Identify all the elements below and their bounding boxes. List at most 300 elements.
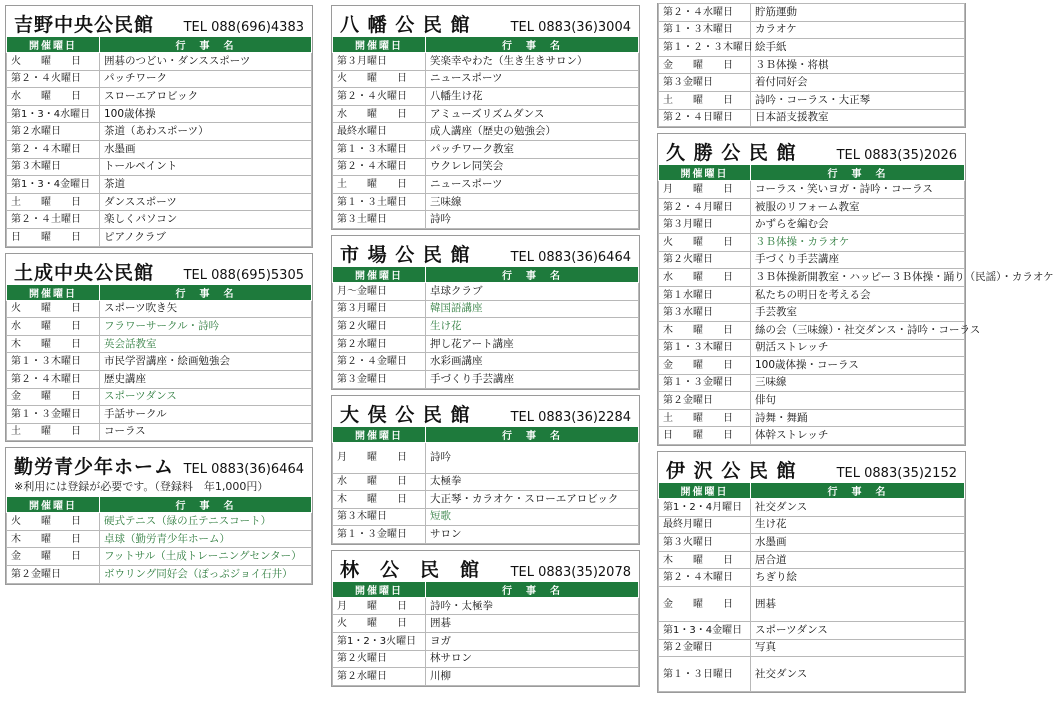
- event-cell: ニュースポーツ: [426, 70, 639, 88]
- event-cell: 私たちの明日を考える会: [751, 286, 965, 304]
- table-row: [7, 318, 312, 336]
- event-cell: ３Ｂ体操新開教室・ハッピー３Ｂ体操・踊り（民謡）・カラオケ: [751, 269, 965, 287]
- day-cell: 第２水曜日: [7, 123, 100, 141]
- table-row: [659, 569, 965, 587]
- event-cell: 俳句: [751, 392, 965, 410]
- event-cell: フラワーサークル・詩吟: [100, 318, 312, 336]
- table-row: [7, 53, 312, 71]
- event-cell: 100歳体操・コーラス: [751, 357, 965, 375]
- facility-header: [332, 551, 639, 581]
- event-cell: スポーツダンス: [100, 388, 312, 406]
- event-cell: 貯筋運動: [751, 4, 965, 22]
- event-cell: スポーツダンス: [751, 622, 965, 640]
- event-cell: 川柳: [426, 668, 639, 686]
- day-cell: 土 曜 日: [659, 409, 751, 427]
- event-cell: ダンススポーツ: [100, 193, 312, 211]
- event-cell: 社交ダンス: [751, 657, 965, 692]
- day-cell: 火 曜 日: [7, 300, 100, 318]
- table-header-row: [7, 284, 312, 300]
- day-cell: 火 曜 日: [7, 513, 100, 531]
- column-right: [657, 0, 1054, 693]
- header-day: 開催曜日: [333, 426, 426, 442]
- day-cell: 水 曜 日: [7, 88, 100, 106]
- table-row: [333, 615, 639, 633]
- event-cell: 手話サークル: [100, 406, 312, 424]
- day-cell: 第２火曜日: [333, 318, 426, 336]
- day-cell: 第２水曜日: [333, 335, 426, 353]
- table-row: [7, 211, 312, 229]
- table-row: [333, 668, 639, 686]
- table-header-row: [659, 165, 965, 181]
- event-cell: 囲碁: [426, 615, 639, 633]
- table-row: [7, 353, 312, 371]
- header-day: 開催曜日: [333, 37, 426, 53]
- event-cell: かずらを編む会: [751, 216, 965, 234]
- day-cell: 火 曜 日: [659, 233, 751, 251]
- event-cell: 詩吟: [426, 211, 639, 229]
- event-cell: パッチワーク教室: [426, 140, 639, 158]
- day-cell: 第１・３金曜日: [7, 406, 100, 424]
- table-row: [659, 216, 965, 234]
- event-cell: 手づくり手芸講座: [751, 251, 965, 269]
- event-cell: 100歳体操: [100, 105, 312, 123]
- table-row: [659, 91, 965, 109]
- table-row: [7, 566, 312, 584]
- event-cell: 詩吟・太極拳: [426, 597, 639, 615]
- facility-tel: TEL 0883(36)3004: [510, 20, 631, 35]
- day-cell: 第1・2・3火曜日: [333, 633, 426, 651]
- day-cell: 第２・４金曜日: [333, 353, 426, 371]
- header-day: 開催曜日: [7, 497, 100, 513]
- day-cell: 水 曜 日: [333, 473, 426, 491]
- day-cell: 第２・４月曜日: [659, 198, 751, 216]
- table-row: [659, 39, 965, 57]
- table-row: [333, 105, 639, 123]
- table-row: [659, 181, 965, 199]
- day-cell: 金 曜 日: [659, 56, 751, 74]
- facility-name: 林 公 民 館: [340, 558, 481, 581]
- day-cell: 第1・3・4金曜日: [659, 622, 751, 640]
- facility-name: 大 俣 公 民 館: [340, 403, 471, 426]
- day-cell: 第２・４日曜日: [659, 109, 751, 127]
- schedule-table: [332, 266, 639, 389]
- day-cell: 第２火曜日: [333, 650, 426, 668]
- table-row: [659, 339, 965, 357]
- table-row: [333, 526, 639, 544]
- day-cell: 金 曜 日: [7, 388, 100, 406]
- table-row: [659, 516, 965, 534]
- header-event: 行 事 名: [426, 426, 639, 442]
- event-cell: ３Ｂ体操・将棋: [751, 56, 965, 74]
- event-cell: 成人講座（歴史の勉強会）: [426, 123, 639, 141]
- day-cell: 第１・３土曜日: [333, 193, 426, 211]
- table-row: [659, 427, 965, 445]
- facility-block: [331, 395, 640, 545]
- day-cell: 第１・３木曜日: [659, 21, 751, 39]
- event-cell: 英会話教室: [100, 335, 312, 353]
- day-cell: 第２・４木曜日: [659, 569, 751, 587]
- table-row: [333, 508, 639, 526]
- table-row: [333, 300, 639, 318]
- facility-block: [331, 5, 640, 230]
- table-header-row: [333, 581, 639, 597]
- facility-block: [331, 550, 640, 687]
- table-header-row: [659, 483, 965, 499]
- event-cell: 大正琴・カラオケ・スローエアロビック: [426, 491, 639, 509]
- day-cell: 月 曜 日: [333, 597, 426, 615]
- table-row: [333, 140, 639, 158]
- table-row: [333, 282, 639, 300]
- table-row: [659, 109, 965, 127]
- event-cell: 社交ダンス: [751, 499, 965, 517]
- day-cell: 第２・４土曜日: [7, 211, 100, 229]
- schedule-table: [332, 426, 639, 544]
- facility-header: [332, 236, 639, 266]
- table-header-row: [333, 266, 639, 282]
- event-cell: 三味線: [751, 374, 965, 392]
- event-cell: 硬式テニス（緑の丘テニスコート）: [100, 513, 312, 531]
- table-row: [659, 269, 965, 287]
- table-row: [333, 53, 639, 71]
- event-cell: 楽しくパソコン: [100, 211, 312, 229]
- facility-header: [658, 134, 965, 164]
- day-cell: 第２・４水曜日: [659, 4, 751, 22]
- table-header-row: [333, 37, 639, 53]
- event-cell: 水墨画: [100, 140, 312, 158]
- day-cell: 第１・３木曜日: [659, 339, 751, 357]
- event-cell: 笑楽幸やわた（生き生きサロン）: [426, 53, 639, 71]
- table-row: [659, 304, 965, 322]
- facility-header: [332, 6, 639, 36]
- day-cell: 第1・2・4月曜日: [659, 499, 751, 517]
- header-day: 開催曜日: [659, 165, 751, 181]
- table-row: [333, 158, 639, 176]
- table-row: [7, 123, 312, 141]
- day-cell: 第１・２・３木曜日: [659, 39, 751, 57]
- schedule-table: [658, 482, 965, 692]
- event-cell: パッチワーク: [100, 70, 312, 88]
- facility-tel: TEL 088(696)4383: [183, 20, 304, 35]
- schedule-table: [6, 496, 312, 583]
- day-cell: 火 曜 日: [333, 615, 426, 633]
- table-row: [333, 650, 639, 668]
- day-cell: 第１・３木曜日: [7, 353, 100, 371]
- table-row: [7, 406, 312, 424]
- table-row: [7, 70, 312, 88]
- header-day: 開催曜日: [7, 37, 100, 53]
- facility-name: 勤労青少年ホーム: [14, 456, 175, 479]
- day-cell: 木 曜 日: [659, 321, 751, 339]
- table-header-row: [7, 37, 312, 53]
- facility-name: 市 場 公 民 館: [340, 243, 471, 266]
- schedule-table: [658, 164, 1054, 445]
- table-row: [659, 374, 965, 392]
- header-event: 行 事 名: [751, 165, 965, 181]
- facility-name: 土成中央公民館: [14, 261, 155, 284]
- header-event: 行 事 名: [426, 266, 639, 282]
- table-row: [7, 513, 312, 531]
- day-cell: 第２水曜日: [333, 668, 426, 686]
- table-row: [7, 530, 312, 548]
- table-row: [659, 233, 965, 251]
- facility-tel: TEL 0883(36)6464: [183, 462, 304, 478]
- table-row: [333, 88, 639, 106]
- event-cell: 韓国語講座: [426, 300, 639, 318]
- day-cell: 第２金曜日: [659, 392, 751, 410]
- event-cell: 囲碁: [751, 587, 965, 622]
- table-row: [659, 21, 965, 39]
- day-cell: 水 曜 日: [333, 105, 426, 123]
- day-cell: 第２・４木曜日: [7, 140, 100, 158]
- event-cell: 写真: [751, 639, 965, 657]
- table-row: [7, 335, 312, 353]
- schedule-table: [658, 3, 965, 127]
- event-cell: 水墨画: [751, 534, 965, 552]
- table-row: [659, 198, 965, 216]
- day-cell: 土 曜 日: [333, 176, 426, 194]
- table-row: [333, 473, 639, 491]
- table-row: [7, 105, 312, 123]
- event-cell: 三味線: [426, 193, 639, 211]
- header-event: 行 事 名: [426, 581, 639, 597]
- header-event: 行 事 名: [100, 37, 312, 53]
- header-day: 開催曜日: [7, 284, 100, 300]
- table-row: [659, 321, 965, 339]
- table-row: [659, 622, 965, 640]
- registration-note: ※利用には登録が必要です。（登録料 年1,000円）: [14, 480, 269, 494]
- event-cell: 居合道: [751, 551, 965, 569]
- day-cell: 日 曜 日: [659, 427, 751, 445]
- facility-block: [5, 253, 313, 443]
- event-cell: ちぎり絵: [751, 569, 965, 587]
- day-cell: 最終月曜日: [659, 516, 751, 534]
- day-cell: 第１・３木曜日: [333, 140, 426, 158]
- table-header-row: [333, 426, 639, 442]
- event-cell: 短歌: [426, 508, 639, 526]
- table-row: [333, 176, 639, 194]
- day-cell: 第３土曜日: [333, 211, 426, 229]
- day-cell: 第１・３金曜日: [659, 374, 751, 392]
- facility-block: [5, 447, 313, 584]
- table-row: [7, 228, 312, 246]
- table-row: [659, 534, 965, 552]
- event-cell: カラオケ: [751, 21, 965, 39]
- day-cell: 第３木曜日: [333, 508, 426, 526]
- table-row: [7, 158, 312, 176]
- day-cell: 土 曜 日: [7, 193, 100, 211]
- table-row: [333, 491, 639, 509]
- header-event: 行 事 名: [100, 497, 312, 513]
- event-cell: 茶道: [100, 176, 312, 194]
- column-left: [5, 0, 313, 585]
- column-middle: [331, 0, 640, 687]
- table-row: [659, 251, 965, 269]
- facility-name: 久 勝 公 民 館: [666, 142, 797, 165]
- event-cell: ピアノクラブ: [100, 228, 312, 246]
- day-cell: 第１・３金曜日: [333, 526, 426, 544]
- facility-tel: TEL 0883(36)6464: [510, 249, 631, 265]
- event-cell: 詩吟・コーラス・大正琴: [751, 91, 965, 109]
- event-cell: 日本語支援教室: [751, 109, 965, 127]
- header-event: 行 事 名: [751, 483, 965, 499]
- day-cell: 第２・４火曜日: [333, 88, 426, 106]
- facility-block: [657, 3, 966, 128]
- event-cell: 歴史講座: [100, 370, 312, 388]
- table-row: [7, 88, 312, 106]
- table-row: [659, 551, 965, 569]
- table-row: [333, 370, 639, 388]
- day-cell: 第３水曜日: [659, 304, 751, 322]
- day-cell: 第１・３日曜日: [659, 657, 751, 692]
- day-cell: 木 曜 日: [7, 530, 100, 548]
- table-row: [7, 370, 312, 388]
- day-cell: 火 曜 日: [7, 53, 100, 71]
- table-row: [333, 442, 639, 473]
- table-row: [659, 657, 965, 692]
- facility-block: [657, 133, 1054, 446]
- facility-tel: TEL 0883(35)2152: [836, 466, 957, 482]
- table-row: [7, 548, 312, 566]
- event-cell: 詩舞・舞踊: [751, 409, 965, 427]
- table-row: [659, 286, 965, 304]
- facility-name: 伊 沢 公 民 館: [666, 460, 797, 483]
- table-row: [333, 597, 639, 615]
- table-row: [7, 388, 312, 406]
- table-row: [333, 211, 639, 229]
- event-cell: ボウリング同好会（ぽっぷジョイ石井）: [100, 566, 312, 584]
- table-row: [659, 639, 965, 657]
- table-row: [7, 193, 312, 211]
- event-cell: 林サロン: [426, 650, 639, 668]
- facility-block: [331, 235, 640, 390]
- table-row: [7, 423, 312, 441]
- day-cell: 月〜金曜日: [333, 282, 426, 300]
- event-cell: 被服のリフォーム教室: [751, 198, 965, 216]
- event-cell: コーラス・笑いヨガ・詩吟・コーラス: [751, 181, 965, 199]
- event-cell: 絵手紙: [751, 39, 965, 57]
- day-cell: 第２・４木曜日: [333, 158, 426, 176]
- table-row: [7, 176, 312, 194]
- schedule-table: [332, 36, 639, 229]
- facility-tel: TEL 0883(35)2026: [836, 148, 957, 164]
- event-cell: 絲の会（三味線）・社交ダンス・詩吟・コーラス: [751, 321, 965, 339]
- event-cell: トールペイント: [100, 158, 312, 176]
- day-cell: 土 曜 日: [7, 423, 100, 441]
- header-day: 開催曜日: [333, 266, 426, 282]
- event-cell: 体幹ストレッチ: [751, 427, 965, 445]
- event-cell: 生け花: [426, 318, 639, 336]
- day-cell: 最終水曜日: [333, 123, 426, 141]
- table-row: [659, 587, 965, 622]
- day-cell: 第２・４火曜日: [7, 70, 100, 88]
- day-cell: 第２・４木曜日: [7, 370, 100, 388]
- day-cell: 金 曜 日: [659, 587, 751, 622]
- facility-header: [6, 448, 312, 478]
- day-cell: 第1・3・4水曜日: [7, 105, 100, 123]
- event-cell: 朝活ストレッチ: [751, 339, 965, 357]
- day-cell: 第３金曜日: [333, 370, 426, 388]
- day-cell: 第３金曜日: [659, 74, 751, 92]
- table-row: [659, 4, 965, 22]
- header-event: 行 事 名: [426, 37, 639, 53]
- day-cell: 金 曜 日: [659, 357, 751, 375]
- table-row: [659, 392, 965, 410]
- facility-tel: TEL 0883(35)2078: [510, 564, 631, 580]
- table-row: [333, 335, 639, 353]
- day-cell: 第３月曜日: [659, 216, 751, 234]
- table-row: [333, 353, 639, 371]
- table-row: [333, 318, 639, 336]
- day-cell: 木 曜 日: [333, 491, 426, 509]
- day-cell: 月 曜 日: [333, 442, 426, 473]
- facility-block: [5, 5, 313, 248]
- event-cell: 茶道（あわスポーツ）: [100, 123, 312, 141]
- event-cell: ウクレレ同笑会: [426, 158, 639, 176]
- table-row: [333, 633, 639, 651]
- event-cell: 詩吟: [426, 442, 639, 473]
- day-cell: 第３月曜日: [333, 53, 426, 71]
- table-row: [659, 409, 965, 427]
- table-row: [7, 140, 312, 158]
- day-cell: 金 曜 日: [7, 548, 100, 566]
- event-cell: 着付同好会: [751, 74, 965, 92]
- header-event: 行 事 名: [100, 284, 312, 300]
- facility-tel: TEL 0883(36)2284: [510, 409, 631, 425]
- event-cell: 市民学習講座・絵画勉強会: [100, 353, 312, 371]
- facility-name: 吉野中央公民館: [14, 14, 155, 36]
- day-cell: 木 曜 日: [7, 335, 100, 353]
- schedule-table: [6, 36, 312, 247]
- event-cell: 押し花アート講座: [426, 335, 639, 353]
- facility-header: [332, 396, 639, 426]
- event-cell: ３Ｂ体操・カラオケ: [751, 233, 965, 251]
- facility-header: [658, 452, 965, 482]
- schedule-table: [6, 284, 312, 442]
- event-cell: 囲碁のつどい・ダンススポーツ: [100, 53, 312, 71]
- day-cell: 第３木曜日: [7, 158, 100, 176]
- event-cell: アミューズリズムダンス: [426, 105, 639, 123]
- table-row: [659, 499, 965, 517]
- table-row: [333, 70, 639, 88]
- facility-name: 八 幡 公 民 館: [340, 14, 471, 36]
- event-cell: 手芸教室: [751, 304, 965, 322]
- day-cell: 第３月曜日: [333, 300, 426, 318]
- facility-header: [6, 254, 312, 284]
- table-row: [333, 193, 639, 211]
- event-cell: スローエアロビック: [100, 88, 312, 106]
- table-row: [659, 74, 965, 92]
- event-cell: ヨガ: [426, 633, 639, 651]
- day-cell: 第２金曜日: [7, 566, 100, 584]
- event-cell: ニュースポーツ: [426, 176, 639, 194]
- table-row: [333, 123, 639, 141]
- day-cell: 木 曜 日: [659, 551, 751, 569]
- event-cell: 八幡生け花: [426, 88, 639, 106]
- facility-tel: TEL 088(695)5305: [183, 267, 304, 283]
- day-cell: 第１水曜日: [659, 286, 751, 304]
- table-row: [659, 56, 965, 74]
- table-header-row: [7, 497, 312, 513]
- event-cell: 水彩画講座: [426, 353, 639, 371]
- event-cell: コーラス: [100, 423, 312, 441]
- table-row: [7, 300, 312, 318]
- event-cell: 生け花: [751, 516, 965, 534]
- day-cell: 第３火曜日: [659, 534, 751, 552]
- event-cell: フットサル（土成トレーニングセンター）: [100, 548, 312, 566]
- day-cell: 日 曜 日: [7, 228, 100, 246]
- event-cell: 卓球（勤労青少年ホーム）: [100, 530, 312, 548]
- schedule-table: [332, 581, 639, 686]
